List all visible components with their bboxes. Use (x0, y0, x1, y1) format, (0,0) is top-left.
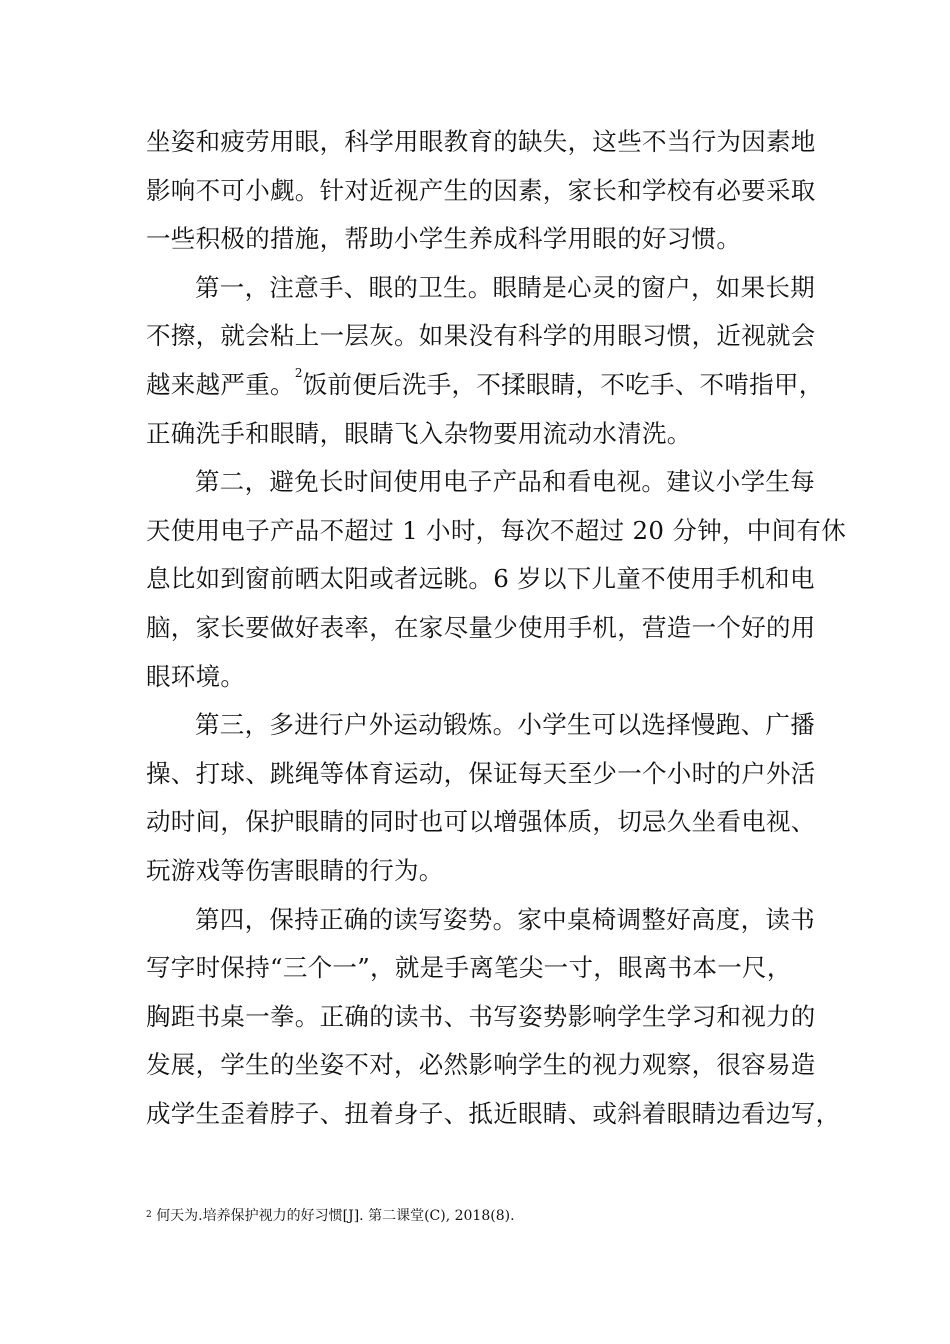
text-line: 玩游戏等伤害眼睛的行为。 (146, 855, 444, 885)
footnote-marker: 2 (146, 1210, 152, 1220)
text-line: 第四，保持正确的读写姿势。家中桌椅调整好高度，读书 (195, 904, 815, 934)
body-text (146, 118, 847, 1138)
footnote-text: 何天为.培养保护视力的好习惯[J]. 第二课堂(C), 2018(8). (156, 1208, 515, 1224)
text-segment: 饭前便后洗手，不揉眼睛，不吃手、不啃指甲， (302, 369, 824, 399)
text-line-with-ref (146, 361, 824, 410)
text-line: 坐姿和疲劳用眼，科学用眼教育的缺失，这些不当行为因素地 (146, 127, 816, 156)
text-line: 动时间，保护眼睛的同时也可以增强体质，切忌久坐看电视、 (146, 807, 816, 837)
text-line: 发展，学生的坐姿不对，必然影响学生的视力观察，很容易造 (146, 1050, 816, 1080)
text-line: 一些积极的措施，帮助小学生养成科学用眼的好习惯。 (146, 224, 742, 254)
text-line: 写字时保持“三个一”，就是手离笔尖一寸，眼离书本一尺， (146, 953, 792, 983)
text-line: 第一，注意手、眼的卫生。眼睛是心灵的窗户，如果长期 (195, 272, 815, 302)
text-line: 正确洗手和眼睛，眼睛飞入杂物要用流动水清洗。 (146, 418, 692, 448)
text-line: 天使用电子产品不超过 1 小时，每次不超过 20 分钟，中间有休 (146, 515, 847, 545)
text-line: 影响不可小觑。针对近视产生的因素，家长和学校有必要采取 (146, 175, 816, 205)
text-line: 眼环境。 (146, 661, 246, 691)
footnote (146, 1206, 515, 1226)
text-line: 胸距书桌一拳。正确的读书、书写姿势影响学生学习和视力的 (146, 1001, 816, 1031)
text-line: 操、打球、跳绳等体育运动，保证每天至少一个小时的户外活 (146, 758, 816, 788)
footnote-reference[interactable]: 2 (294, 365, 303, 380)
text-line: 脑，家长要做好表率，在家尽量少使用手机，营造一个好的用 (146, 612, 816, 642)
text-line: 第二，避免长时间使用电子产品和看电视。建议小学生每 (195, 467, 815, 497)
text-line: 不擦，就会粘上一层灰。如果没有科学的用眼习惯，近视就会 (146, 321, 816, 351)
text-line: 成学生歪着脖子、扭着身子、抵近眼睛、或斜着眼睛边看边写， (146, 1098, 841, 1128)
text-segment: 越来越严重。 (146, 369, 295, 399)
text-line: 息比如到窗前晒太阳或者远眺。6 岁以下儿童不使用手机和电 (146, 564, 815, 594)
text-line: 第三，多进行户外运动锻炼。小学生可以选择慢跑、广播 (195, 710, 815, 740)
